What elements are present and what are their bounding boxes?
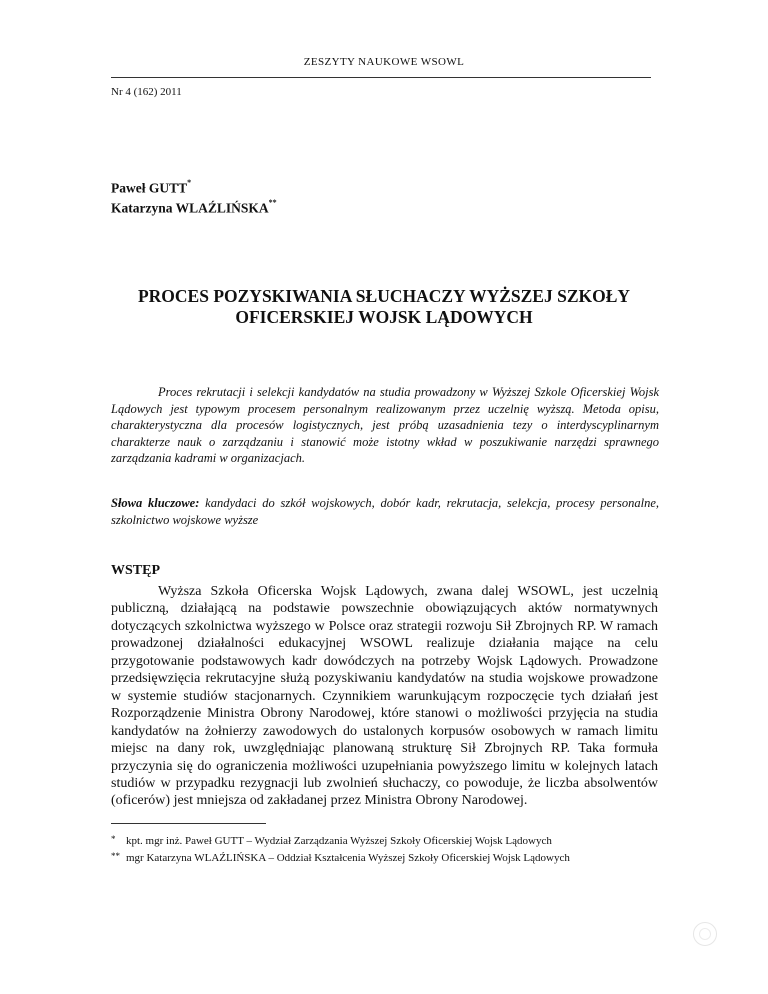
footnote-text: kpt. mgr inż. Paweł GUTT – Wydział Zarządzania Wyższej Szkoły Oficerskiej Wojsk Lądowych xyxy=(126,835,552,847)
section-heading: WSTĘP xyxy=(111,563,161,578)
header-rule xyxy=(111,77,651,78)
title-line: PROCES POZYSKIWANIA SŁUCHACZY WYŻSZEJ SZKOŁY xyxy=(137,286,631,306)
watermark-seal xyxy=(693,922,717,946)
footnote-mark: ** xyxy=(111,851,120,861)
author-name-text: Katarzyna WLAŹLIŃSKA xyxy=(111,200,269,216)
keywords-label: Słowa kluczowe: xyxy=(111,496,200,510)
author-footnote-mark: * xyxy=(187,178,192,187)
author-name xyxy=(111,200,277,217)
keywords-text: kandydaci do szkół wojskowych, dobór kadr, rekrutacja, selekcja, procesy personalne, szkolnictwo wojskowe wyższe xyxy=(111,496,659,527)
footnote xyxy=(111,852,570,864)
author-footnote-mark: ** xyxy=(268,198,277,207)
article-title xyxy=(90,286,678,328)
body-paragraph: Wyższa Szkoła Oficerska Wojsk Lądowych, zwana dalej WSOWL, jest uczelnią publiczną, działającą na podstawie powszechnie obowiązujących aktów normatywnych dotyczących szkolnictwa wyższego w Polsce oraz strategii rozwoju Sił Zbrojnych RP. W ramach prowadzonej działalności edukacyjnej WSOWL realizuje działania mające na celu przygotowanie podstawowych kadr dowódczych na potrzeby Wojsk Lądowych. Prowadzone przedsięwzięcia rekrutacyjne służą pozyskiwaniu kandydatów na studia wojskowe prowadzone w systemie studiów stacjonarnych. Czynnikiem warunkującym rozpoczęcie tych działań jest Rozporządzenie Ministra Obrony Narodowej, które stanowi o możliwości przyjęcia na studia kandydatów na żołnierzy zawodowych do ustalonych korpusów osobowych w ramach limitu miejsc na dany rok, uwzględniając planowaną strukturę Sił Zbrojnych RP. Taka formuła przyczynia się do ograniczenia możliwości uzupełniania powyższego limitu w kolejnych latach studiów w przypadku rezygnacji lub zwolnień słuchaczy, co powoduje, że liczba absolwentów (oficerów) jest mniejsza od zakładanej przez Ministra Obrony Narodowej. xyxy=(111,584,658,809)
keywords xyxy=(111,495,659,528)
author-name-text: Paweł GUTT xyxy=(111,180,188,196)
title-line: OFICERSKIEJ WOJSK LĄDOWYCH xyxy=(235,307,533,327)
issue-number: Nr 4 (162) 2011 xyxy=(111,86,182,98)
footnote-text: mgr Katarzyna WLAŹLIŃSKA – Oddział Kształcenia Wyższej Szkoły Oficerskiej Wojsk Lądowych xyxy=(126,852,570,864)
footnote-mark: * xyxy=(111,834,116,844)
footnote xyxy=(111,835,552,847)
running-header: ZESZYTY NAUKOWE WSOWL xyxy=(303,56,465,68)
abstract: Proces rekrutacji i selekcji kandydatów na studia prowadzony w Wyższej Szkole Oficerskiej Wojsk Lądowych jest typowym procesem personalnym realizowanym przez uczelnię wyższą. Metoda opisu, charakterystyczna dla procesów logistycznych, jest próbą uzasadnienia tezy o interdyscyplinarnym charakterze nauk o zarządzaniu i stanowić może istotny wkład w poszukiwanie narzędzi sprawnego zarządzania kadrami w organizacjach. xyxy=(111,385,659,466)
footnote-rule xyxy=(111,823,266,824)
author-name xyxy=(111,180,191,197)
